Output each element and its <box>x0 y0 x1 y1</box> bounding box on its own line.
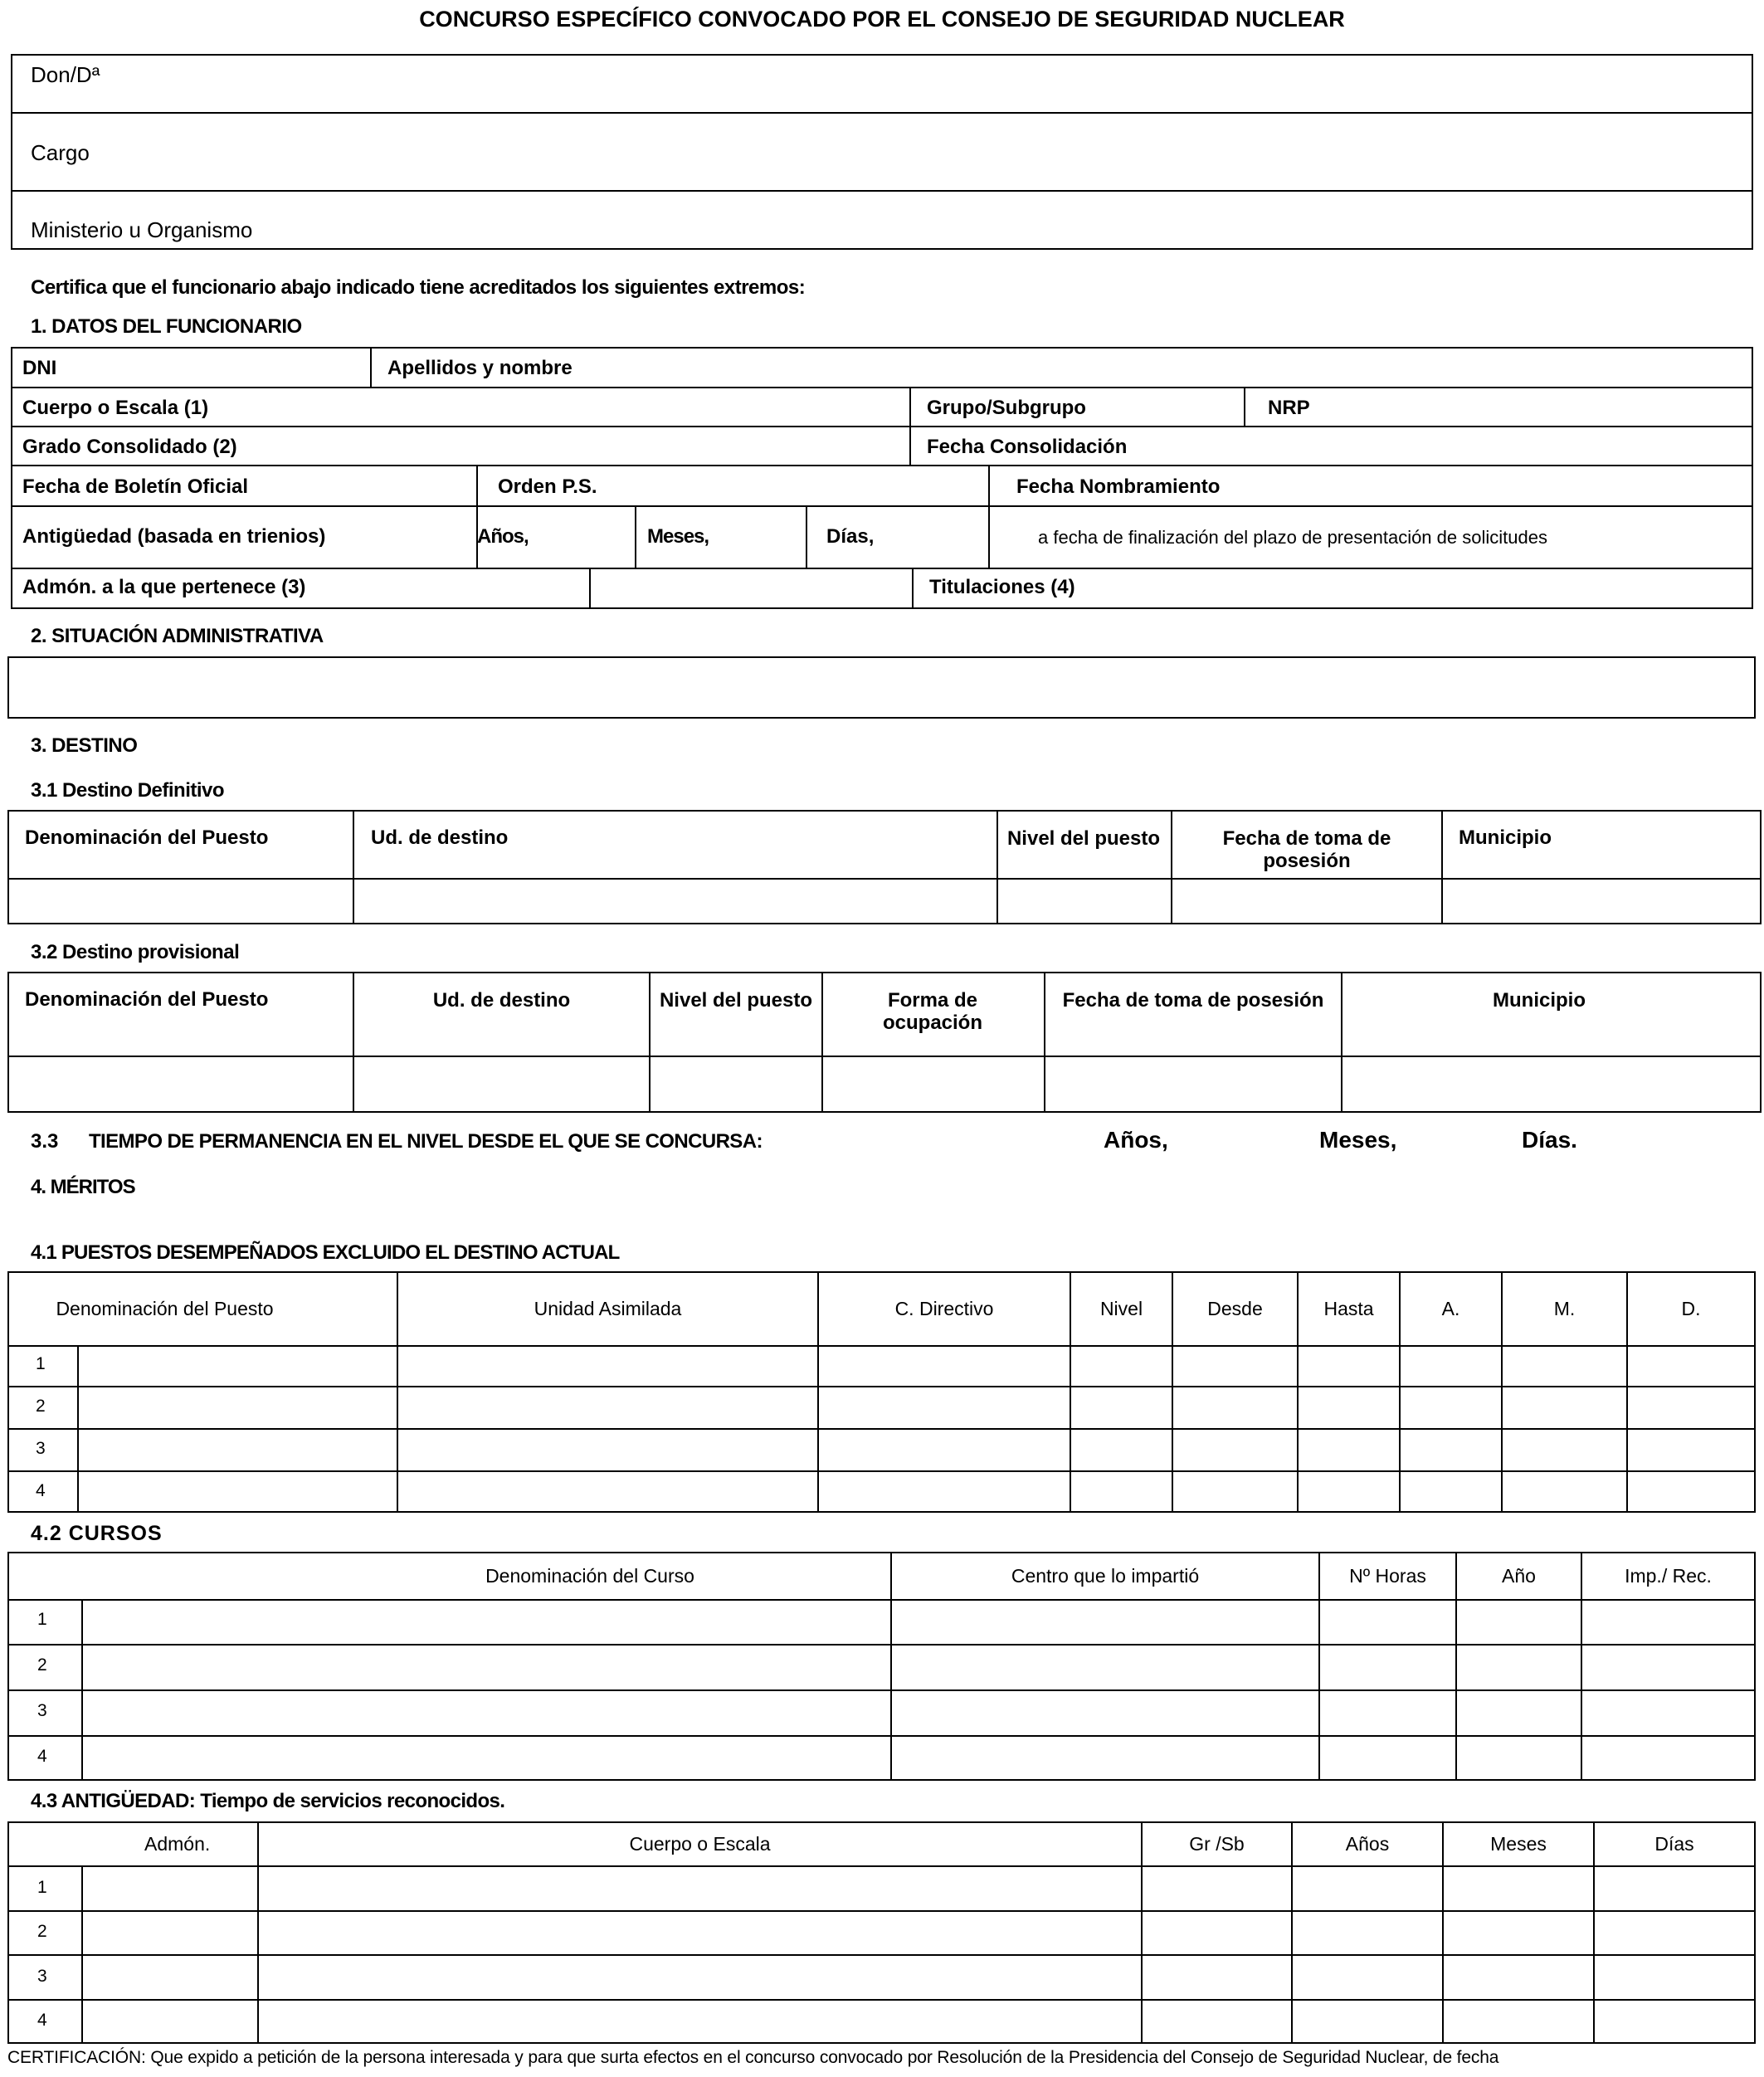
puestos-col-d: D. <box>1681 1298 1701 1319</box>
puestos-col-m: M. <box>1553 1298 1576 1319</box>
anos-label: Años, <box>477 525 529 548</box>
puestos-col-hasta: Hasta <box>1323 1298 1374 1319</box>
ministerio-label: Ministerio u Organismo <box>31 217 253 242</box>
def-col-denominacion: Denominación del Puesto <box>25 826 269 849</box>
puestos-row-number: 2 <box>36 1397 46 1416</box>
antig-row-number: 4 <box>37 2011 47 2030</box>
prov-col-municipio: Municipio <box>1493 989 1586 1012</box>
puestos-col-denominacion: Denominación del Puesto <box>56 1298 274 1319</box>
cursos-col-horas: Nº Horas <box>1349 1565 1426 1587</box>
cursos-col-imp: Imp./ Rec. <box>1625 1565 1712 1587</box>
def-col-nivel: Nivel del puesto <box>1006 827 1161 850</box>
destino-definitivo-heading: 3.1 Destino Definitivo <box>31 779 225 802</box>
antig-col-anos: Años <box>1345 1833 1390 1855</box>
cursos-col-centro: Centro que lo impartió <box>1011 1565 1200 1587</box>
puestos-heading: 4.1 PUESTOS DESEMPEÑADOS EXCLUIDO EL DESTINO ACTUAL <box>31 1241 620 1264</box>
destino-provisional-heading: 3.2 Destino provisional <box>31 941 240 963</box>
permanencia-dias: Días. <box>1522 1127 1577 1153</box>
def-col-fecha-toma: Fecha de toma de posesión <box>1222 827 1391 872</box>
cursos-row-number: 1 <box>37 1610 47 1629</box>
page-title: CONCURSO ESPECÍFICO CONVOCADO POR EL CONSEJO DE SEGURIDAD NUCLEAR <box>419 7 1345 32</box>
antig-row-number: 3 <box>37 1967 47 1986</box>
def-col-municipio: Municipio <box>1459 826 1552 849</box>
certificacion-text: CERTIFICACIÓN: Que expido a petición de la persona interesada y para que surta efectos en el concurso convocado por Resolución de la Presidencia del Consejo de Seguridad Nuclear, de fecha <box>7 2048 1499 2067</box>
admon-label: Admón. a la que pertenece (3) <box>22 576 306 598</box>
section-1-heading: 1. DATOS DEL FUNCIONARIO <box>31 315 302 338</box>
nrp-label: NRP <box>1268 397 1310 419</box>
puestos-col-unidad: Unidad Asimilada <box>534 1298 682 1319</box>
puestos-row-number: 1 <box>36 1354 46 1373</box>
titulaciones-label: Titulaciones (4) <box>929 576 1075 598</box>
cursos-row-number: 2 <box>37 1655 47 1675</box>
permanencia-num: 3.3 <box>31 1130 59 1153</box>
prov-col-nivel: Nivel del puesto <box>659 989 813 1012</box>
fecha-nombramiento-label: Fecha Nombramiento <box>1016 475 1221 498</box>
puestos-row-number: 3 <box>36 1439 46 1458</box>
header-box <box>11 54 1753 250</box>
cursos-col-ano: Año <box>1502 1565 1536 1587</box>
don-label: Don/Dª <box>31 62 100 87</box>
permanencia-anos: Años, <box>1104 1127 1168 1153</box>
puestos-col-directivo: C. Directivo <box>894 1298 994 1319</box>
puestos-col-a: A. <box>1441 1298 1460 1319</box>
grupo-label: Grupo/Subgrupo <box>927 397 1086 419</box>
cursos-row-number: 3 <box>37 1701 47 1720</box>
cursos-heading: 4.2 CURSOS <box>31 1522 163 1545</box>
puestos-col-desde: Desde <box>1207 1298 1263 1319</box>
meses-label: Meses, <box>647 525 709 548</box>
section-2-heading: 2. SITUACIÓN ADMINISTRATIVA <box>31 625 324 647</box>
section-3-heading: 3. DESTINO <box>31 734 138 757</box>
section-4-heading: 4. MÉRITOS <box>31 1176 135 1198</box>
fecha-boletin-label: Fecha de Boletín Oficial <box>22 475 249 498</box>
antiguedad-label: Antigüedad (basada en trienios) <box>22 525 326 548</box>
antig-col-meses: Meses <box>1490 1833 1547 1855</box>
def-col-ud-destino: Ud. de destino <box>371 826 509 849</box>
antiguedad-heading: 4.3 ANTIGÜEDAD: Tiempo de servicios reconocidos. <box>31 1790 505 1812</box>
antig-col-admon: Admón. <box>144 1833 211 1855</box>
permanencia-meses: Meses, <box>1319 1127 1397 1153</box>
antig-col-gr: Gr /Sb <box>1189 1833 1245 1855</box>
apellidos-label: Apellidos y nombre <box>387 357 573 379</box>
prov-col-denominacion: Denominación del Puesto <box>25 988 269 1011</box>
dni-label: DNI <box>22 357 57 379</box>
situacion-box <box>7 656 1756 719</box>
dias-label: Días, <box>826 525 875 548</box>
cuerpo-label: Cuerpo o Escala (1) <box>22 397 209 419</box>
antig-row-number: 2 <box>37 1922 47 1941</box>
cursos-row-number: 4 <box>37 1747 47 1766</box>
grado-label: Grado Consolidado (2) <box>22 436 237 458</box>
prov-col-forma: Forma de ocupación <box>882 989 982 1034</box>
certifica-text: Certifica que el funcionario abajo indicado tiene acreditados los siguientes extremos: <box>31 276 806 299</box>
a-fecha-text: a fecha de finalización del plazo de presentación de solicitudes <box>1038 527 1547 548</box>
prov-col-ud-destino: Ud. de destino <box>432 989 571 1012</box>
puestos-col-nivel: Nivel <box>1099 1298 1143 1319</box>
antig-col-dias: Días <box>1654 1833 1694 1855</box>
antig-col-cuerpo: Cuerpo o Escala <box>629 1833 771 1855</box>
permanencia-text: TIEMPO DE PERMANENCIA EN EL NIVEL DESDE EL QUE SE CONCURSA: <box>89 1130 763 1153</box>
orden-label: Orden P.S. <box>498 475 597 498</box>
puestos-row-number: 4 <box>36 1481 46 1500</box>
fecha-consolidacion-label: Fecha Consolidación <box>927 436 1128 458</box>
cargo-label: Cargo <box>31 140 90 165</box>
antig-row-number: 1 <box>37 1878 47 1897</box>
prov-col-fecha-toma: Fecha de toma de posesión <box>1062 989 1324 1012</box>
cursos-col-denominacion: Denominación del Curso <box>485 1565 694 1587</box>
